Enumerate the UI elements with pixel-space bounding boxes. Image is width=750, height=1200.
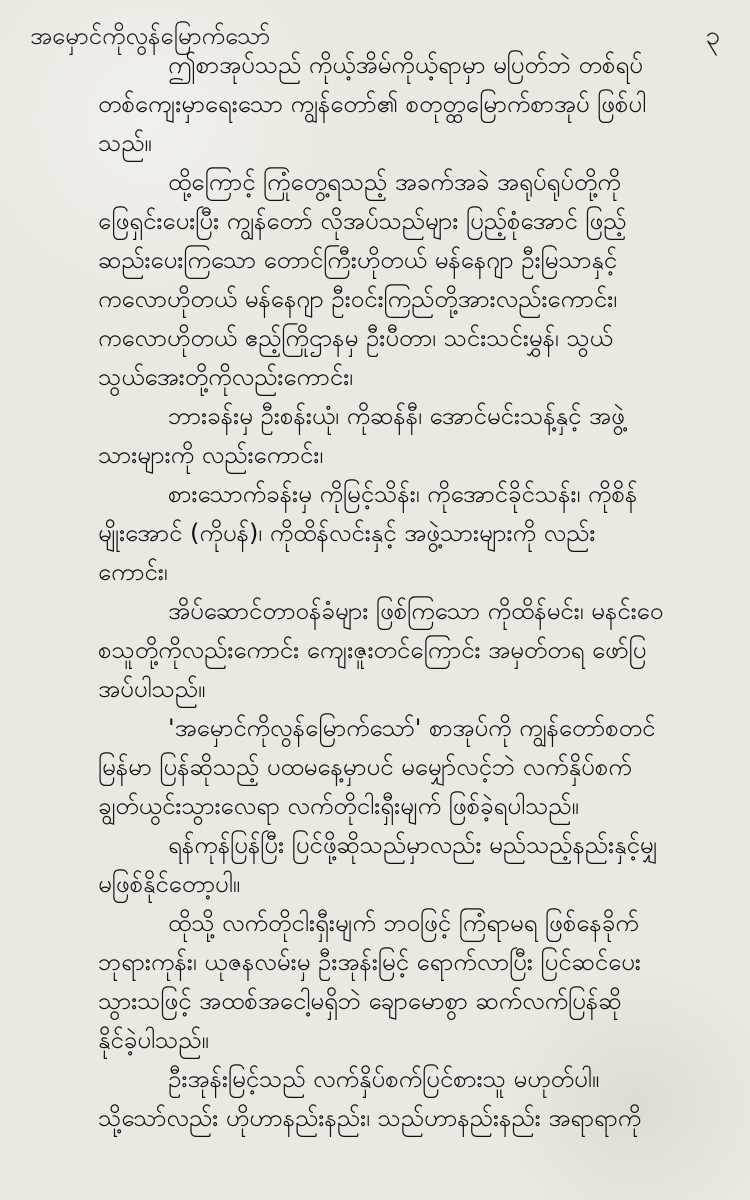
text-line: မျိုးအောင် (ကိုပန်)၊ ကိုထိန်လင်းနှင့် အဖွဲ့သားများကို လည်း bbox=[98, 519, 596, 547]
text-line: ဘုရားကုန်း၊ ယုဇနလမ်းမှ ဦးအုန်းမြင့် ရောက်လာပြီး ပြင်ဆင်ပေး bbox=[98, 948, 641, 976]
text-line: အပ်ပါသည်။ bbox=[98, 675, 206, 703]
text-line: အိပ်ဆောင်တာဝန်ခံများ ဖြစ်ကြသော ကိုထိန်မင်း၊ မနင်းဝေ bbox=[168, 597, 664, 625]
text-line: စသူတို့ကိုလည်းကောင်း ကျေးဇူးတင်ကြောင်း အမှတ်တရ ဖော်ပြ bbox=[98, 636, 647, 664]
paragraph bbox=[98, 397, 718, 475]
paragraph bbox=[98, 826, 718, 904]
text-line: ကောင်း၊ bbox=[98, 558, 168, 586]
text-line: မဖြစ်နိုင်တော့ပါ။ bbox=[98, 870, 241, 898]
paragraph bbox=[98, 592, 718, 709]
text-line: စားသောက်ခန်းမှ ကိုမြင့်သိန်း၊ ကိုအောင်ခိုင်သန်း၊ ကိုစိန် bbox=[168, 480, 638, 508]
page-number: ၃ bbox=[705, 21, 720, 51]
text-line: ထိုသို့ လက်တိုငါးရှီးမျက် ဘဝဖြင့် ကြံရာမရ ဖြစ်နေခိုက် bbox=[168, 909, 639, 937]
text-line: သွယ်အေးတို့ကိုလည်းကောင်း၊ bbox=[98, 363, 353, 391]
paragraph bbox=[98, 1060, 718, 1138]
text-line: နိုင်ခဲ့ပါသည်။ bbox=[98, 1026, 209, 1054]
body-text bbox=[98, 46, 718, 1138]
text-line: မြန်မာ ပြန်ဆိုသည့် ပထမနေ့မှာပင် မမျှော်လင့်ဘဲ လက်နှိပ်စက် bbox=[98, 753, 632, 781]
text-line: 'အမှောင်ကိုလွန်မြောက်သော်' စာအုပ်ကို ကျွန်တော်စတင် bbox=[168, 714, 656, 742]
text-line: သည်။ bbox=[98, 129, 152, 157]
paragraph bbox=[98, 475, 718, 592]
text-line: သို့သော်လည်း ဟိုဟာနည်းနည်း၊ သည်ဟာနည်းနည်း အရာရာကို bbox=[98, 1104, 642, 1132]
text-line: သားများကို လည်းကောင်း၊ bbox=[98, 441, 324, 469]
text-line: ဘားခန်းမှ ဦးစန်းယုံ၊ ကိုဆန်နီ၊ အောင်မင်းသန့်နှင့် အဖွဲ့ bbox=[168, 402, 625, 430]
paragraph bbox=[98, 709, 718, 826]
paragraph bbox=[98, 163, 718, 397]
paragraph bbox=[98, 904, 718, 1060]
text-line: ဤစာအုပ်သည် ကိုယ့်အိမ်ကိုယ့်ရာမှာ မပြတ်ဘဲ တစ်ရပ် bbox=[168, 51, 643, 79]
text-line: သွားသဖြင့် အထစ်အငေါ့မရှိဘဲ ချောမောစွာ ဆက်လက်ပြန်ဆို bbox=[98, 987, 622, 1015]
running-title: အမှောင်ကိုလွန်မြောက်သော် bbox=[30, 22, 271, 50]
text-line: ကလောဟိုတယ် ဧည့်ကြိုဌာနမှ ဦးပီတာ၊ သင်းသင်းမွှန်၊ သွယ် bbox=[98, 324, 613, 352]
text-line: ချွတ်ယွင်းသွားလေရာ လက်တိုငါးရှီးမျက် ဖြစ်ခဲ့ရပါသည်။ bbox=[98, 792, 579, 820]
text-line: ရန်ကုန်ပြန်ပြီး ပြင်ဖို့ဆိုသည်မှာလည်း မည်သည့်နည်းနှင့်မျှ bbox=[168, 831, 659, 859]
text-line: ဖြေရှင်းပေးပြီး ကျွန်တော် လိုအပ်သည်များ ပြည့်စုံအောင် ဖြည့် bbox=[98, 207, 627, 235]
text-line: ထို့ကြောင့် ကြုံတွေ့ရသည့် အခက်အခဲ အရုပ်ရုပ်တို့ကို bbox=[168, 168, 621, 196]
text-line: ဦးအုန်းမြင့်သည် လက်နှိပ်စက်ပြင်စားသူ မဟုတ်ပါ။ bbox=[168, 1065, 600, 1093]
text-line: ကလောဟိုတယ် မန်နေဂျာ ဦးဝင်းကြည်တို့အားလည်းကောင်း၊ bbox=[98, 285, 617, 313]
text-line: ဆည်းပေးကြသော တောင်ကြီးဟိုတယ် မန်နေဂျာ ဦးမြသာနှင့် bbox=[98, 246, 618, 274]
text-line: တစ်ကျေးမှာရေးသော ကျွန်တော်၏ စတုတ္ထမြောက်စာအုပ် ဖြစ်ပါ bbox=[98, 90, 647, 118]
paragraph bbox=[98, 46, 718, 163]
